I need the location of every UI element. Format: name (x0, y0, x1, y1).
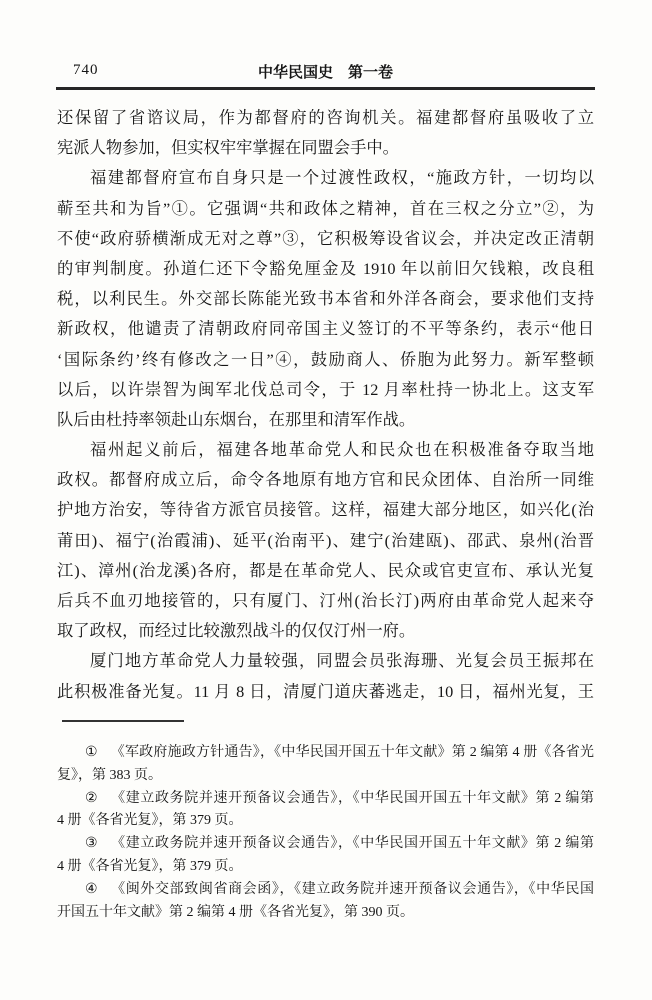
body-text (57, 103, 594, 707)
page-header (57, 58, 594, 87)
body-text-line: 莆田)、福宁(治霞浦)、延平(治南平)、建宁(治建瓯)、邵武、泉州(治晋 (57, 530, 594, 550)
body-text-line: ‘国际条约’终有修改之一日”④，鼓励商人、侨胞为此努力。新军整顿 (57, 349, 594, 369)
body-text-line: 不使“政府骄横渐成无对之尊”③，它积极筹设省议会，并决定改正清朝 (57, 228, 594, 248)
body-text-line: 税，以利民生。外交部长陈能光致书本省和外洋各商会，要求他们支持 (57, 289, 594, 309)
footnote-marker: ④ (85, 881, 98, 897)
body-text-line: 还保留了省谘议局，作为都督府的咨询机关。福建都督府虽吸收了立 (57, 108, 594, 127)
footnote-text: 《建立政务院并速开预备议会通告》，《中华民国开国五十年文献》第 2 编第 (110, 836, 594, 852)
footnote-text: 《军政府施政方针通告》，《中华民国开国五十年文献》第 2 编第 4 册《各省光 (110, 745, 594, 760)
body-text-line: 蕲至共和为旨”①。它强调“共和政体之精神，首在三权之分立”②，为 (57, 198, 594, 218)
footnote-line (57, 788, 594, 811)
body-text-line: 新政权，他谴责了清朝政府同帝国主义签订的不平等条约，表示“他日 (57, 319, 594, 339)
footnote-line: 复》，第 383 页。 (57, 767, 162, 783)
body-text-line: 以后，以许崇智为闽军北伐总司令，于 12 月率杜持一协北上。这支军 (57, 379, 594, 399)
footnote-text: 《闽外交部致闽省商会函》，《建立政务院并速开预备议会通告》，《中华民国 (110, 881, 594, 897)
footnote-line (57, 879, 594, 902)
footnote-marker: ② (85, 790, 98, 806)
footnotes (57, 742, 594, 924)
footnote-marker: ① (85, 745, 98, 760)
footnote-line: 开国五十年文献》第 2 编第 4 册《各省光复》，第 390 页。 (57, 904, 414, 920)
footnote-line (57, 833, 594, 856)
page-number: 740 (73, 62, 99, 78)
header-rule (56, 87, 595, 90)
footnote-marker: ③ (85, 836, 98, 852)
body-text-line: 护地方治安，等待省方派官员接管。这样，福建大部分地区，如兴化(治 (57, 500, 594, 520)
body-text-line: 江)、漳州(治龙溪)各府，都是在革命党人、民众或官吏宣布、承认光复 (57, 560, 594, 580)
footnote-line: 4 册《各省光复》，第 379 页。 (57, 813, 243, 829)
body-text-line: 取了政权，而经过比较激烈战斗的仅仅汀州一府。 (57, 621, 416, 641)
body-text-line: 福建都督府宣布自身只是一个过渡性政权，“施政方针，一切均以 (90, 168, 594, 188)
body-text-line: 后兵不血刃地接管的，只有厦门、汀州(治长汀)两府由革命党人起来夺 (57, 591, 594, 610)
body-text-line: 此积极准备光复。11 月 8 日，清厦门道庆蕃逃走，10 日，福州光复，王 (57, 681, 594, 701)
body-text-line: 的审判制度。孙道仁还下令豁免厘金及 1910 年以前旧欠钱粮，改良租 (57, 258, 594, 278)
footnote-line: 4 册《各省光复》，第 379 页。 (57, 858, 243, 874)
body-text-line: 厦门地方革命党人力量较强，同盟会员张海珊、光复会员王振邦在 (90, 651, 594, 671)
body-text-line: 福州起义前后，福建各地革命党人和民众也在积极准备夺取当地 (90, 440, 594, 460)
footnote-separator (62, 720, 184, 722)
footnote-line (57, 742, 594, 765)
footnote-text: 《建立政务院并速开预备议会通告》，《中华民国开国五十年文献》第 2 编第 (110, 790, 594, 806)
body-text-line: 政权。都督府成立后，命令各地原有地方官和民众团体、自治所一同维 (57, 470, 594, 490)
body-text-line: 队后由杜持率领赴山东烟台，在那里和清军作战。 (57, 409, 416, 429)
body-text-line: 宪派人物参加，但实权牢牢掌握在同盟会手中。 (57, 138, 399, 158)
page-title: 中华民国史 第一卷 (257, 65, 393, 81)
